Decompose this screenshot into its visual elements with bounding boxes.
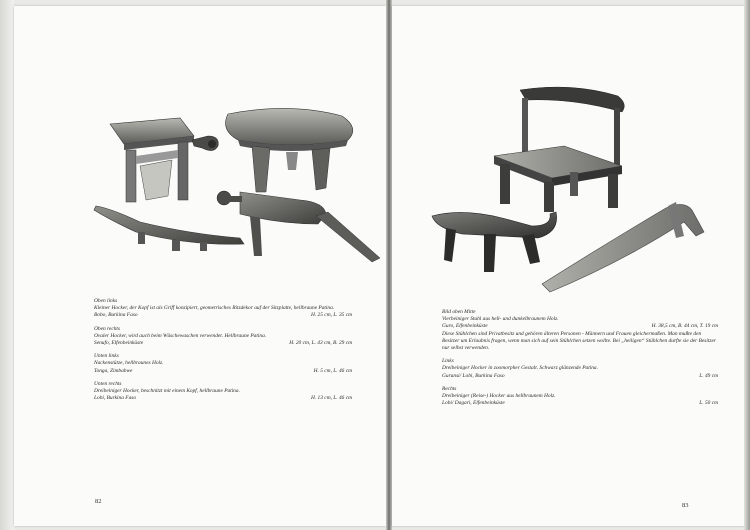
caption-origin: Tonga, Zimbabwe <box>94 367 133 374</box>
caption-heading: Oben links <box>94 298 118 304</box>
caption-origin: Gurunsi/ Lobi, Burkina Faso <box>442 372 505 379</box>
caption-row <box>94 395 352 402</box>
caption-heading: Rechts <box>442 385 457 392</box>
caption-origin: Guro, Elfenbeinküste <box>442 323 488 330</box>
caption-row <box>94 340 352 347</box>
neckrest <box>94 206 244 251</box>
caption-dimensions: H. 13 cm, L. 46 cm <box>310 395 352 402</box>
caption-row <box>442 373 718 380</box>
right-page <box>392 6 744 526</box>
caption-dimensions: L. 50 cm <box>699 400 718 407</box>
photo-stools-right <box>422 76 722 296</box>
caption-text: Kleiner Hocker, der Kopf ist als Griff konzipiert, geometrisches Ritzdekor auf der Sitzplatte, hellbraune Patina. <box>94 305 335 312</box>
four-legged-chair <box>494 87 624 212</box>
caption-origin: Lobi/ Dagari, Elfenbeinküste <box>442 400 505 407</box>
book-edge-right <box>744 0 750 530</box>
caption-row <box>94 368 352 375</box>
caption-dimensions: L. 49 cm <box>699 372 718 379</box>
caption-dimensions: H. 20 cm, L. 43 cm, B. 29 cm <box>289 340 352 347</box>
right-captions <box>442 309 718 413</box>
caption-heading: Unten links <box>94 353 119 360</box>
caption-dimensions: H. 38,5 cm, B. 44 cm, T. 19 cm <box>651 323 718 330</box>
caption-row <box>442 400 718 407</box>
three-legged-stool-with-head <box>217 191 380 262</box>
caption-origin: Lobi, Burkina Faso <box>94 395 137 402</box>
caption-origin: Bobo, Burkina Faso <box>94 312 138 319</box>
page-number-left: 82 <box>95 498 102 505</box>
caption-text: Dreibeiniger (Reise-) Hocker aus hellbraunem Holz. <box>442 393 556 400</box>
caption-heading: Bild oben Mitte <box>442 309 476 315</box>
left-captions <box>94 298 352 408</box>
caption-block <box>94 381 352 403</box>
caption-text: Dreibeiniger Hocker, beschnitzt mit einem Kopf, hellbraune Patina. <box>94 388 240 395</box>
caption-row <box>442 323 718 330</box>
left-page <box>14 6 386 526</box>
caption-text: Vierbeiniger Stuhl aus hell- und dunkelbraunem Holz. <box>442 316 559 323</box>
page-number-right: 83 <box>682 502 689 509</box>
book-edge-left <box>0 0 14 530</box>
caption-text: Nackenstütze, hellbraunes Holz. <box>94 360 164 367</box>
caption-text: Dreibeiniger Hocker in zoomorpher Gestalt. Schwarz glänzende Patina. <box>442 365 598 372</box>
caption-heading: Unten rechts <box>94 380 122 387</box>
small-stool-with-handle <box>110 118 218 202</box>
caption-block <box>442 358 718 380</box>
travel-stool <box>542 202 704 292</box>
caption-note: Diese Stühlchen sind Privatbesitz und gehören älteren Personen - Männern und Frauen gleichermaßen. Man mußte den Besitzer um Erlaubnis fragen, wenn man sich auf sein Stühlchen setzen wollte. Bei „heiligen“ Stühlchen durfte sie der Besitzer nur selbst verwenden. <box>442 330 716 352</box>
caption-origin: Senufo, Elfenbeinküste <box>94 340 144 347</box>
photo-stools-left <box>80 96 380 266</box>
caption-dimensions: H. 25 cm, L. 35 cm <box>310 312 352 319</box>
caption-block <box>442 309 718 352</box>
caption-dimensions: H. 5 cm, L. 46 cm <box>313 367 352 374</box>
caption-row <box>94 312 352 319</box>
caption-text: Ovaler Hocker, wird auch beim Wäschewaschen verwendet. Hellbraune Patina. <box>94 332 267 339</box>
caption-block <box>442 386 718 408</box>
zoomorphic-stool <box>432 212 557 272</box>
caption-heading: Oben rechts <box>94 325 120 332</box>
caption-block <box>94 298 352 320</box>
caption-heading: Links <box>442 358 454 365</box>
oval-stool <box>226 108 353 192</box>
caption-block <box>94 326 352 348</box>
caption-block <box>94 353 352 375</box>
